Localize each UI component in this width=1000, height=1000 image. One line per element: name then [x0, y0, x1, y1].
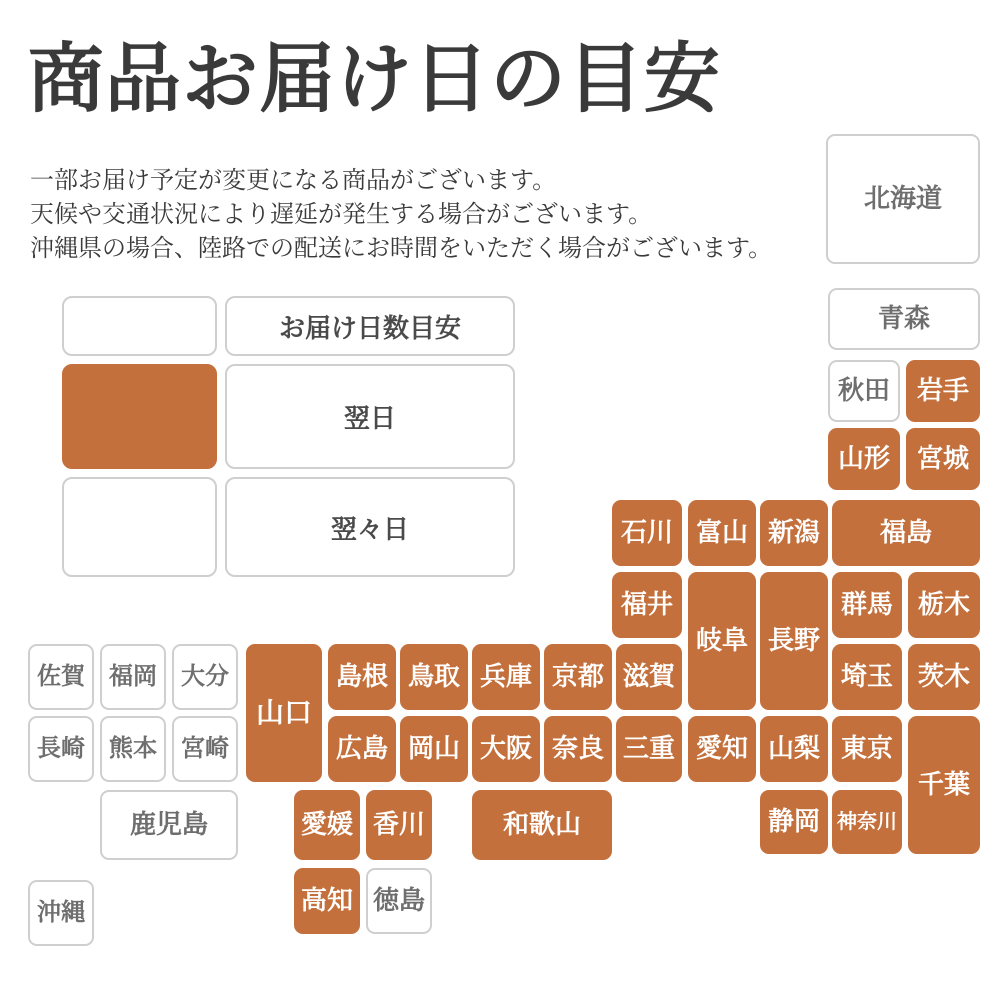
prefecture-tile-miyagi[interactable]: 宮城	[906, 428, 980, 490]
legend-row-next-day	[62, 364, 515, 469]
prefecture-tile-shimane[interactable]: 島根	[328, 644, 396, 710]
prefecture-tile-kyoto[interactable]: 京都	[544, 644, 612, 710]
prefecture-tile-saga[interactable]: 佐賀	[28, 644, 94, 710]
prefecture-tile-fukui[interactable]: 福井	[612, 572, 682, 638]
prefecture-tile-tokyo[interactable]: 東京	[832, 716, 902, 782]
prefecture-tile-akita[interactable]: 秋田	[828, 360, 900, 422]
prefecture-tile-hokkaido[interactable]: 北海道	[826, 134, 980, 264]
prefecture-tile-nagasaki[interactable]: 長崎	[28, 716, 94, 782]
legend-header-label: お届け日数目安	[225, 296, 515, 356]
prefecture-tile-hyogo[interactable]: 兵庫	[472, 644, 540, 710]
page-title: 商品お届け日の目安	[28, 37, 721, 122]
prefecture-tile-shiga[interactable]: 滋賀	[616, 644, 682, 710]
prefecture-tile-saitama[interactable]: 埼玉	[832, 644, 902, 710]
prefecture-tile-yamanashi[interactable]: 山梨	[760, 716, 828, 782]
prefecture-tile-kagoshima[interactable]: 鹿児島	[100, 790, 238, 860]
prefecture-tile-aichi[interactable]: 愛知	[688, 716, 756, 782]
prefecture-tile-gifu[interactable]: 岐阜	[688, 572, 756, 710]
notes-block	[30, 164, 772, 266]
prefecture-tile-fukushima[interactable]: 福島	[832, 500, 980, 566]
legend-swatch-header	[62, 296, 217, 356]
prefecture-tile-yamaguchi[interactable]: 山口	[246, 644, 322, 782]
prefecture-tile-kagawa[interactable]: 香川	[366, 790, 432, 860]
prefecture-tile-ishikawa[interactable]: 石川	[612, 500, 682, 566]
prefecture-tile-oita[interactable]: 大分	[172, 644, 238, 710]
legend-swatch-two-days	[62, 477, 217, 577]
legend-swatch-next-day	[62, 364, 217, 469]
prefecture-tile-kochi[interactable]: 高知	[294, 868, 360, 934]
note-line-3: 沖縄県の場合、陸路での配送にお時間をいただく場合がございます。	[30, 235, 773, 262]
note-line-1: 一部お届け予定が変更になる商品がございます。	[30, 167, 557, 194]
legend-row-two-days	[62, 477, 515, 577]
prefecture-tile-ibaraki[interactable]: 茨木	[908, 644, 980, 710]
prefecture-tile-wakayama[interactable]: 和歌山	[472, 790, 612, 860]
prefecture-tile-gunma[interactable]: 群馬	[832, 572, 902, 638]
prefecture-tile-tochigi[interactable]: 栃木	[908, 572, 980, 638]
prefecture-tile-hiroshima[interactable]: 広島	[328, 716, 396, 782]
prefecture-tile-iwate[interactable]: 岩手	[906, 360, 980, 422]
prefecture-tile-niigata[interactable]: 新潟	[760, 500, 828, 566]
prefecture-tile-tokushima[interactable]: 徳島	[366, 868, 432, 934]
prefecture-tile-chiba[interactable]: 千葉	[908, 716, 980, 854]
legend-label-two-days: 翌々日	[225, 477, 515, 577]
prefecture-tile-nagano[interactable]: 長野	[760, 572, 828, 710]
prefecture-tile-okayama[interactable]: 岡山	[400, 716, 468, 782]
prefecture-tile-yamagata[interactable]: 山形	[828, 428, 900, 490]
prefecture-tile-kanagawa[interactable]: 神奈川	[832, 790, 902, 854]
legend-header-row	[62, 296, 515, 356]
prefecture-tile-miyazaki[interactable]: 宮崎	[172, 716, 238, 782]
prefecture-tile-nara[interactable]: 奈良	[544, 716, 612, 782]
legend	[62, 296, 515, 585]
prefecture-tile-fukuoka[interactable]: 福岡	[100, 644, 166, 710]
prefecture-tile-mie[interactable]: 三重	[616, 716, 682, 782]
note-line-2: 天候や交通状況により遅延が発生する場合がございます。	[30, 201, 653, 228]
prefecture-tile-toyama[interactable]: 富山	[688, 500, 756, 566]
prefecture-tile-ehime[interactable]: 愛媛	[294, 790, 360, 860]
legend-label-next-day: 翌日	[225, 364, 515, 469]
prefecture-tile-shizuoka[interactable]: 静岡	[760, 790, 828, 854]
prefecture-tile-kumamoto[interactable]: 熊本	[100, 716, 166, 782]
prefecture-tile-tottori[interactable]: 鳥取	[400, 644, 468, 710]
prefecture-tile-aomori[interactable]: 青森	[828, 288, 980, 350]
prefecture-tile-osaka[interactable]: 大阪	[472, 716, 540, 782]
prefecture-tile-okinawa[interactable]: 沖縄	[28, 880, 94, 946]
